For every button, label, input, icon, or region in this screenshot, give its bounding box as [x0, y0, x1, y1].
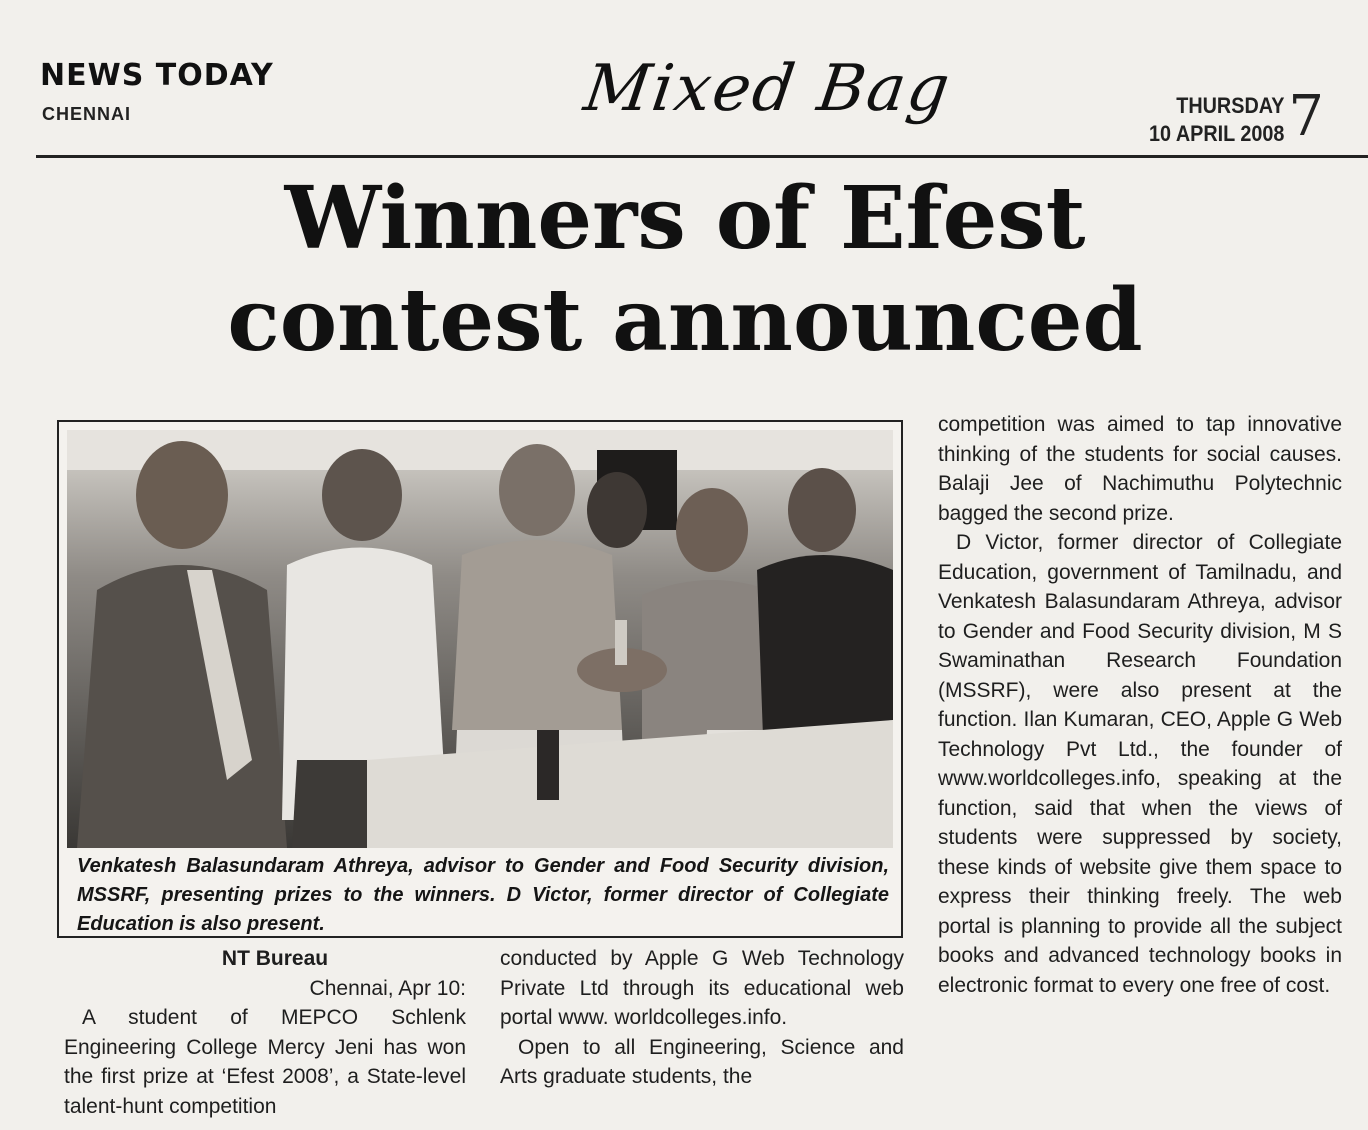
issue-day: THURSDAY	[1175, 93, 1284, 118]
column-3-paragraph-2: D Victor, former director of Collegiate Education, government of Tamilnadu, and Venkatesh Balasundaram Athreya, advisor to Gender and Food Security division, M S Swaminathan Research Foundation (MSSRF), were also present at the function. Ilan Kumaran, CEO, Apple G Web Technology Pvt Ltd., the founder of www.worldcolleges.info, speaking at the function, said that when the views of students were suppressed by society, these kinds of website give them space to express their thinking freely. The web portal is planning to provide all the subject books and advanced technology books in electronic format to every one free of cost.	[938, 531, 1342, 997]
dateline: Chennai, Apr 10:	[309, 976, 466, 1000]
column-1-paragraph: A student of MEPCO Schlenk Engineering College Mercy Jeni has won the first prize at ‘Efest 2008’, a State-level talent-hunt competition	[64, 1006, 466, 1118]
issue-date: 10 APRIL 2008	[1148, 121, 1284, 146]
news-photo	[67, 430, 893, 848]
photo-box	[57, 420, 903, 938]
photo-caption: Venkatesh Balasundaram Athreya, advisor to Gender and Food Security division, MSSRF, presenting prizes to the winners. D Victor, former director of Collegiate Education is also present.	[77, 855, 889, 935]
headline-line-2: contest announced	[227, 270, 1143, 371]
byline: NT Bureau	[221, 947, 329, 970]
newspaper-logo: NEWS TODAY	[40, 58, 274, 93]
article-column-3	[938, 410, 1342, 1000]
issue-date-block	[1134, 92, 1284, 148]
column-2-paragraph-1: conducted by Apple G Web Technology Private Ltd through its educational web portal www. worldcolleges.info.	[500, 947, 904, 1029]
column-2-paragraph-2: Open to all Engineering, Science and Arts graduate students, the	[500, 1035, 904, 1088]
headline-line-1: Winners of Efest	[284, 168, 1086, 269]
masthead-rule	[36, 155, 1368, 158]
section-title: Mixed Bag	[579, 52, 956, 126]
page-number: 7	[1288, 84, 1324, 149]
column-3-paragraph-1: competition was aimed to tap innovative thinking of the students for social causes. Balaji Jee of Nachimuthu Polytechnic bagged the second prize.	[938, 413, 1342, 525]
article-headline	[40, 168, 1330, 372]
edition-city: CHENNAI	[42, 104, 132, 124]
article-column-1	[64, 944, 466, 1121]
masthead	[0, 0, 1368, 165]
group-photo-illustration	[67, 430, 893, 848]
article-column-2	[500, 944, 904, 1092]
